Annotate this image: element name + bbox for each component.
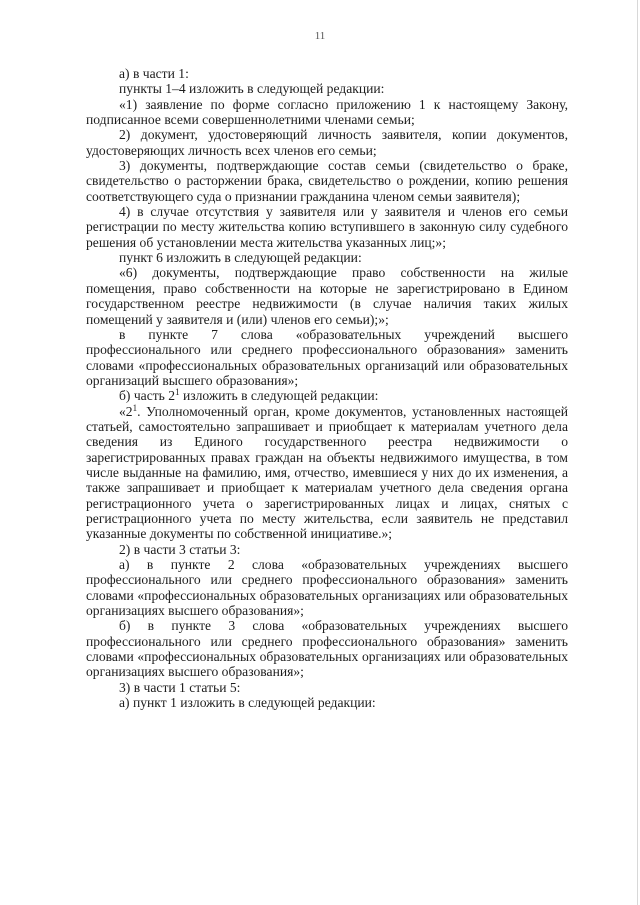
superscript: 1 (175, 387, 180, 398)
paragraph: «6) документы, подтверждающие право собственности на жилые помещения, право собственности на которые не зарегистрировано в Едином государственном реестре недвижимости (в случае наличия таких жилых помещений у заявителя и (или) членов его семьи);»; (86, 265, 568, 327)
paragraph: 3) в части 1 статьи 5: (119, 679, 241, 695)
paragraph: а) в пункте 2 слова «образовательных учреждениях высшего профессионального или среднего профессионального образования» заменить словами «профессиональных образовательных организациях или образовательных организациях высшего образования»; (86, 557, 568, 619)
paragraph: 2) в части 3 статьи 3: (119, 541, 241, 557)
paragraph: 2) документ, удостоверяющий личность заявителя, копии документов, удостоверяющих личность всех членов его семьи; (86, 127, 568, 158)
paragraph-part-2-1 (86, 404, 568, 542)
page-number: 11 (314, 30, 326, 42)
page-edge-divider (637, 0, 638, 905)
text: б) часть 2 (119, 388, 176, 404)
paragraph: пункт 6 изложить в следующей редакции: (119, 250, 362, 266)
text: изложить в следующей редакции: (179, 388, 379, 404)
text: «2 (119, 403, 133, 419)
document-body (86, 66, 568, 710)
paragraph: 4) в случае отсутствия у заявителя или у заявителя и членов его семьи регистрации по месту жительства копию вступившего в законную силу судебного решения об установлении места жительства указанных лиц;»; (86, 204, 568, 250)
paragraph: «1) заявление по форме согласно приложению 1 к настоящему Закону, подписанное всеми совершеннолетними членами семьи; (86, 96, 568, 128)
superscript: 1 (132, 402, 138, 413)
paragraph-part-b (86, 388, 568, 403)
paragraph: а) в части 1: (119, 66, 189, 81)
paragraph: в пункте 7 слова «образовательных учреждений высшего профессионального или среднего профессионального образования» заменить словами «профессиональных образовательных организаций или образовательных организаций высшего образования»; (86, 326, 568, 388)
paragraph: б) в пункте 3 слова «образовательных учреждениях высшего профессионального или среднего профессионального образования» заменить словами «профессиональных образовательных организациях или образовательных организациях высшего образования»; (86, 618, 568, 680)
paragraph: пункты 1–4 изложить в следующей редакции: (119, 81, 385, 97)
paragraph: а) пункт 1 изложить в следующей редакции: (119, 695, 376, 711)
paragraph: 3) документы, подтверждающие состав семьи (свидетельство о браке, свидетельство о расторжении брака, свидетельство о рождении, копию решения соответствующего суда о признании гражданина членом семьи заявителя); (86, 158, 568, 204)
text: . Уполномоченный орган, кроме документов, установленных настоящей статьей, самостоятельно запрашивает и приобщает к материалам учетного дела сведения из Единого государственного реестра недвижимости о зарегистрированных правах граждан на объекты недвижимого имущества, в том числе выданные на фамилию, имя, отчество, имевшиеся у них до их изменения, а также запрашивает и приобщает к материалам учетного дела сведения органа регистрационного учета о зарегистрированных лицах и лицах, снятых с регистрационного учета по месту жительства, если заявитель не представил указанные документы по собственной инициативе.»; (86, 403, 568, 542)
